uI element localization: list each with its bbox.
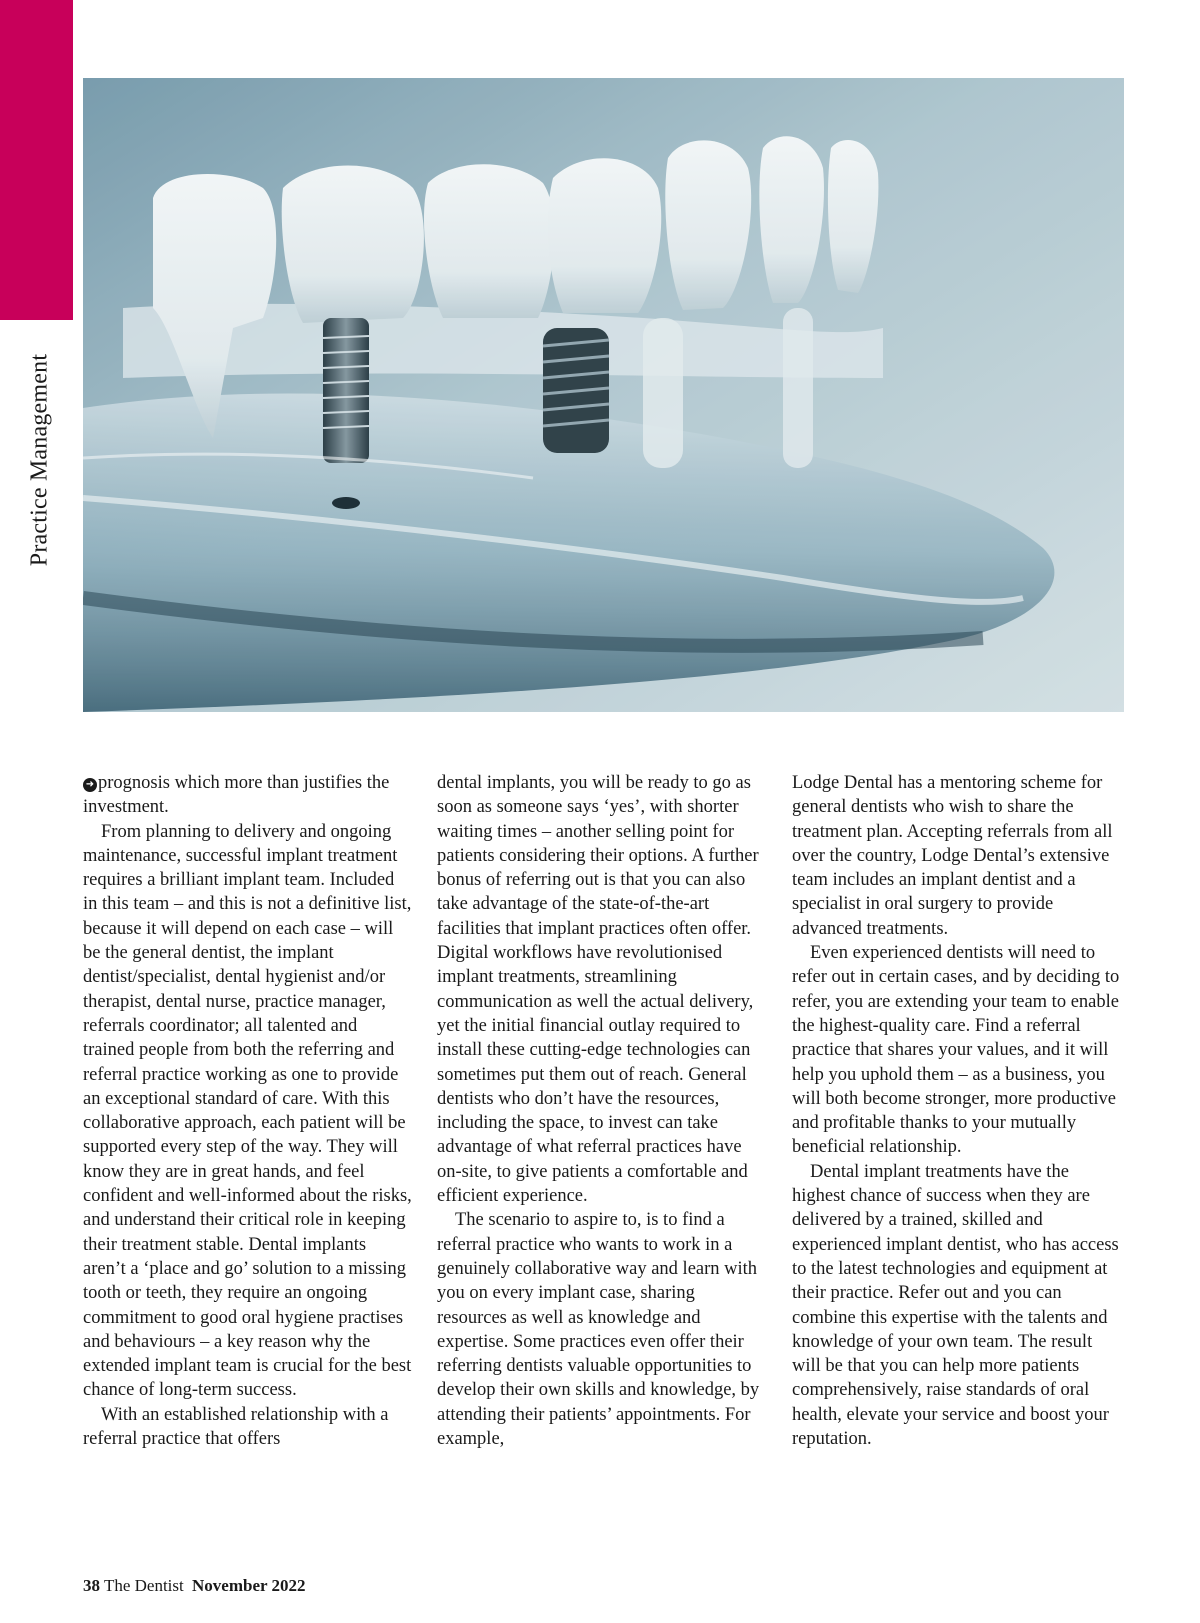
issue-date: November 2022 bbox=[192, 1576, 306, 1595]
text-column-1 bbox=[83, 771, 413, 1451]
paragraph: dental implants, you will be ready to go as soon as someone says ‘yes’, with shorter waiting times – another selling point for patients considering their options. A further bonus of referring out is that you can also take advantage of the state-of-the-art facilities that implant practices often offer. Digital workflows have revolutionised implant treatments, streamlining communication as well the actual delivery, yet the initial financial outlay required to install these cutting-edge technologies can sometimes put them out of reach. General dentists who don’t have the resources, including the space, to invest can take advantage of what referral practices have on-site, to give patients a comfortable and efficient experience. bbox=[437, 773, 759, 1207]
paragraph: The scenario to aspire to, is to find a referral practice who wants to work in a genuinely collaborative way and learn with you on every implant case, sharing resources as well as knowledge and expertise. Some practices even offer their referring dentists valuable opportunities to develop their own skills and knowledge, by attending their patients’ appointments. For example, bbox=[437, 1210, 760, 1450]
page-number: 38 bbox=[83, 1576, 100, 1595]
paragraph: Dental implant treatments have the highest chance of success when they are delivered by a trained, skilled and experienced implant dentist, who has access to the latest technologies and equipment at their practice. Refer out and you can combine this expertise with the talents and knowledge of your own team. The result will be that you can help more patients comprehensively, raise standards of oral health, elevate your service and boost your reputation. bbox=[792, 1161, 1119, 1450]
continue-arrow-icon: ➜ bbox=[83, 778, 97, 792]
page-footer bbox=[83, 1576, 305, 1596]
paragraph bbox=[83, 771, 413, 820]
publication-name: The Dentist bbox=[103, 1576, 184, 1595]
dental-implant-model-photo bbox=[83, 78, 1124, 712]
text-column-3 bbox=[792, 771, 1122, 1451]
paragraph: With an established relationship with a referral practice that offers bbox=[83, 1404, 389, 1450]
section-color-tab bbox=[0, 0, 73, 320]
paragraph: From planning to delivery and ongoing maintenance, successful implant treatment requires a brilliant implant team. Included in this team – and this is not a definitive list, because it will depend on each case – will be the general dentist, the implant dentist/specialist, dental hygienist and/or therapist, dental nurse, practice manager, referrals coordinator; all talented and trained people from both the referring and referral practice working as one to provide an exceptional standard of care. With this collaborative approach, each patient will be supported every step of the way. They will know they are in great hands, and feel confident and well-informed about the risks, and understand their critical role in keeping their treatment stable. Dental implants aren’t a ‘place and go’ solution to a missing tooth or teeth, they require an ongoing commitment to good oral hygiene practises and behaviours – a key reason why the extended implant team is crucial for the best chance of long-term success. bbox=[83, 821, 412, 1401]
paragraph: Even experienced dentists will need to refer out in certain cases, and by deciding to refer, you are extending your team to enable the highest-quality care. Find a referral practice that shares your values, and it will help you uphold them – as a business, you will both become stronger, more productive and profitable thanks to your mutually beneficial relationship. bbox=[792, 943, 1120, 1158]
paragraph: Lodge Dental has a mentoring scheme for general dentists who wish to share the treatment plan. Accepting referrals from all over the country, Lodge Dental’s extensive team includes an implant dentist and a specialist in oral surgery to provide advanced treatments. bbox=[792, 773, 1113, 939]
photo-illustration bbox=[83, 78, 1124, 712]
section-label: Practice Management bbox=[26, 353, 53, 567]
paragraph-text: prognosis which more than justifies the investment. bbox=[83, 773, 390, 818]
text-column-2 bbox=[437, 771, 767, 1451]
